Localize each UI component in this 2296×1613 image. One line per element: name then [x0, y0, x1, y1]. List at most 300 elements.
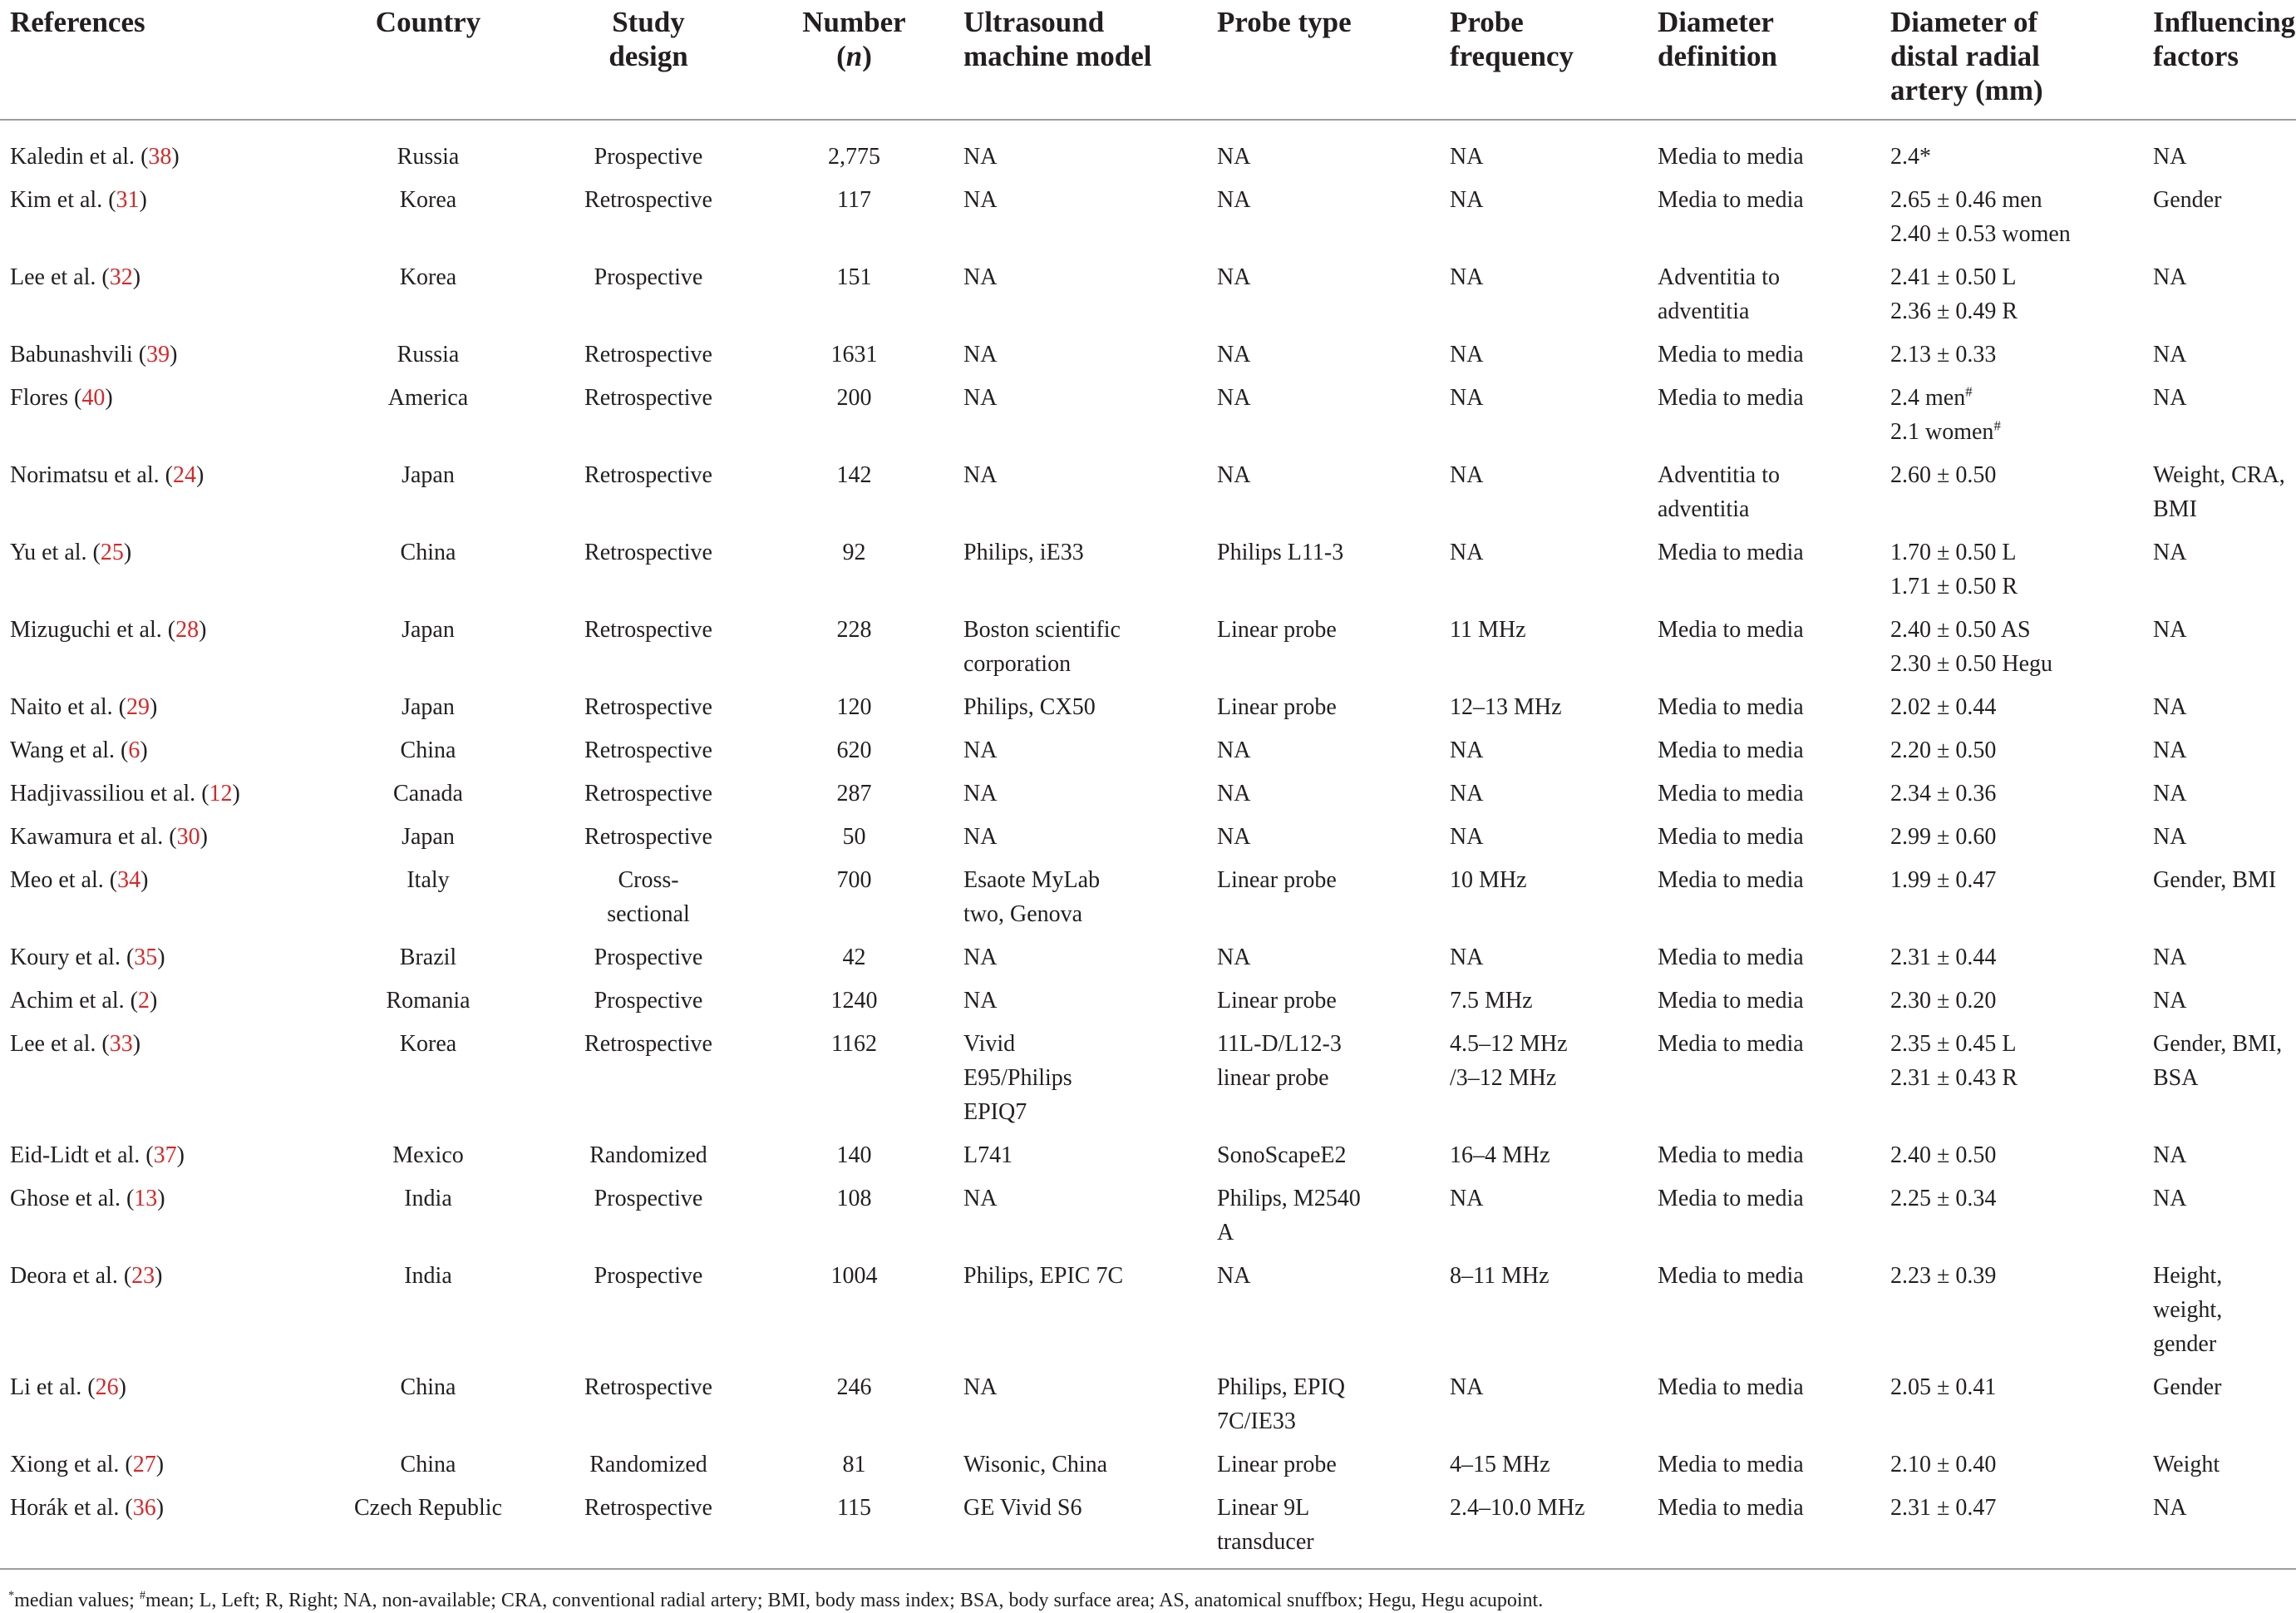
cell-country: Mexico: [392, 1142, 464, 1168]
cell-machine-model: NA: [963, 945, 998, 970]
cell-reference: Li et al. (26): [10, 1374, 126, 1400]
cell-influencing-factors: Gender: [2153, 1374, 2222, 1400]
cell-diameter-definition: Media to media: [1658, 737, 1804, 763]
author-name: Lee et al.: [10, 1031, 96, 1057]
cell-country: Brazil: [399, 945, 457, 970]
cell-diameter-definition: Media to media: [1658, 617, 1804, 643]
cell-probe-type: Linear probe: [1217, 1452, 1337, 1477]
cell-study-design: Prospective: [594, 945, 703, 970]
cell-influencing-factors: Weight, CRA, BMI: [2153, 462, 2285, 522]
cell-number: 115: [837, 1495, 871, 1521]
cell-diameter-definition: Media to media: [1658, 1495, 1804, 1521]
cell-probe-type: Linear probe: [1217, 694, 1337, 720]
cell-machine-model: NA: [963, 385, 998, 411]
cell-study-design: Retrospective: [584, 1495, 712, 1521]
author-name: Horák et al.: [10, 1495, 120, 1521]
cell-diameter: [1879, 381, 2153, 458]
table-row: [0, 381, 2296, 458]
table-row: [0, 613, 2296, 690]
citation-link[interactable]: 2: [137, 988, 150, 1014]
cell-number: 1631: [830, 342, 878, 367]
cell-diameter-definition: Adventitia to adventitia: [1658, 264, 1780, 324]
cell-machine-model: NA: [963, 781, 998, 806]
table-row: [0, 183, 2296, 260]
cell-study-design: Randomized: [589, 1142, 707, 1168]
table-row: [0, 458, 2296, 535]
cell-country: Russia: [397, 144, 460, 170]
cell-diameter-definition: Media to media: [1658, 1374, 1804, 1400]
cell-study-design: Retrospective: [584, 342, 712, 367]
diameter-men: 2.4 men: [1890, 385, 1966, 411]
cell-machine-model: Boston scientific corporation: [963, 617, 1121, 677]
cell-country: Czech Republic: [353, 1495, 503, 1521]
cell-number: 117: [837, 187, 871, 213]
cell-diameter-definition: Media to media: [1658, 540, 1804, 565]
author-name: Wang et al.: [10, 737, 116, 763]
citation-link[interactable]: 30: [176, 824, 200, 850]
header-diameter: Diameter of distal radial artery (mm): [1879, 0, 2153, 120]
cell-country: Japan: [402, 824, 455, 850]
cell-number: 287: [836, 781, 872, 806]
author-name: Naito et al.: [10, 694, 113, 720]
cell-study-design: Retrospective: [584, 781, 712, 806]
table-row: [0, 1491, 2296, 1569]
cell-diameter: 2.02 ± 0.44: [1890, 694, 1997, 720]
cell-probe-frequency: 16–4 MHz: [1450, 1142, 1550, 1168]
cell-number: 700: [836, 867, 872, 893]
citation-link[interactable]: 37: [153, 1142, 177, 1168]
cell-reference: Lee et al. (32): [10, 264, 141, 290]
citation-link[interactable]: 27: [132, 1452, 156, 1477]
cell-number: 2,775: [828, 144, 880, 170]
cell-machine-model: NA: [963, 824, 998, 850]
cell-country: America: [387, 385, 469, 411]
header-diameter-definition: Diameter definition: [1646, 0, 1879, 120]
citation-link[interactable]: 6: [128, 737, 140, 763]
cell-probe-frequency: 8–11 MHz: [1450, 1263, 1550, 1289]
citation-link[interactable]: 32: [109, 264, 133, 290]
table-footnote: *median values; #mean; L, Left; R, Right; NA, non-available; CRA, conventional radial artery; BMI, body mass index; BSA, body surface area; AS, anatomical snuffbox; Hegu, Hegu acupoint.: [0, 1569, 2296, 1613]
cell-influencing-factors: NA: [2153, 540, 2187, 565]
cell-diameter: 2.60 ± 0.50: [1890, 462, 1997, 488]
table-row: [0, 984, 2296, 1027]
cell-probe-frequency: 2.4–10.0 MHz: [1450, 1495, 1585, 1521]
cell-probe-type: NA: [1217, 781, 1251, 806]
cell-probe-type: Linear 9L transducer: [1217, 1495, 1314, 1555]
cell-probe-frequency: NA: [1450, 781, 1484, 806]
cell-diameter-definition: Media to media: [1658, 1452, 1804, 1477]
cell-study-design: Retrospective: [584, 462, 712, 488]
cell-probe-frequency: NA: [1450, 945, 1484, 970]
cell-reference: Horák et al. (36): [10, 1495, 165, 1521]
cell-diameter: 2.31 ± 0.47: [1890, 1495, 1997, 1521]
cell-study-design: Prospective: [594, 144, 703, 170]
cell-machine-model: NA: [963, 342, 998, 367]
citation-link[interactable]: 33: [109, 1031, 133, 1057]
cell-study-design: Retrospective: [584, 187, 712, 213]
cell-diameter: 2.10 ± 0.40: [1890, 1452, 1997, 1477]
cell-country: Russia: [397, 342, 460, 367]
cell-influencing-factors: Weight: [2153, 1452, 2220, 1477]
header-influencing-factors: Influencing factors: [2153, 0, 2296, 120]
cell-diameter: 2.35 ± 0.45 L 2.31 ± 0.43 R: [1890, 1031, 2018, 1091]
cell-machine-model: NA: [963, 1374, 998, 1400]
cell-diameter: 2.23 ± 0.39: [1890, 1263, 1997, 1289]
cell-diameter: 2.65 ± 0.46 men 2.40 ± 0.53 women: [1890, 187, 2071, 247]
cell-machine-model: Wisonic, China: [963, 1452, 1108, 1477]
table-row: [0, 820, 2296, 863]
cell-study-design: Prospective: [594, 1263, 703, 1289]
cell-influencing-factors: NA: [2153, 385, 2187, 411]
author-name: Deora et al.: [10, 1263, 118, 1289]
cell-probe-type: Philips L11-3: [1217, 540, 1344, 565]
cell-machine-model: NA: [963, 988, 998, 1014]
table-row: [0, 690, 2296, 733]
citation-link[interactable]: 12: [209, 781, 233, 806]
cell-diameter: 1.99 ± 0.47: [1890, 867, 1997, 893]
cell-diameter: 2.25 ± 0.34: [1890, 1186, 1997, 1211]
cell-probe-frequency: 4–15 MHz: [1450, 1452, 1550, 1477]
table-row: [0, 1259, 2296, 1370]
cell-reference: Hadjivassiliou et al. (12): [10, 781, 240, 806]
footnote-row: [0, 1569, 2296, 1613]
cell-probe-type: NA: [1217, 945, 1251, 970]
cell-influencing-factors: Gender: [2153, 187, 2222, 213]
cell-country: Korea: [399, 1031, 457, 1057]
cell-diameter-definition: Media to media: [1658, 824, 1804, 850]
cell-diameter-definition: Media to media: [1658, 1031, 1804, 1057]
cell-diameter: 2.40 ± 0.50 AS 2.30 ± 0.50 Hegu: [1890, 617, 2053, 677]
cell-probe-frequency: 12–13 MHz: [1450, 694, 1562, 720]
author-name: Li et al.: [10, 1374, 82, 1400]
cell-influencing-factors: Height, weight, gender: [2153, 1263, 2223, 1357]
cell-study-design: Prospective: [594, 1186, 703, 1211]
cell-probe-type: Linear probe: [1217, 617, 1337, 643]
cell-diameter: 2.05 ± 0.41: [1890, 1374, 1997, 1400]
mean-mark: #: [1965, 383, 1973, 400]
citation-link[interactable]: 34: [117, 867, 141, 893]
cell-country: China: [400, 1374, 456, 1400]
cell-study-design: Retrospective: [584, 737, 712, 763]
cell-influencing-factors: NA: [2153, 945, 2187, 970]
cell-machine-model: NA: [963, 264, 998, 290]
cell-probe-frequency: 7.5 MHz: [1450, 988, 1533, 1014]
cell-country: Italy: [406, 867, 450, 893]
cell-probe-frequency: 4.5–12 MHz /3–12 MHz: [1450, 1031, 1568, 1091]
header-references: References: [0, 0, 316, 120]
cell-probe-frequency: 10 MHz: [1450, 867, 1527, 893]
citation-link[interactable]: 24: [172, 462, 196, 488]
cell-reference: Norimatsu et al. (24): [10, 462, 204, 488]
cell-study-design: Retrospective: [584, 824, 712, 850]
cell-influencing-factors: NA: [2153, 781, 2187, 806]
cell-study-design: Retrospective: [584, 1031, 712, 1057]
cell-country: Canada: [393, 781, 463, 806]
cell-influencing-factors: NA: [2153, 144, 2187, 170]
table-row: [0, 260, 2296, 338]
cell-number: 140: [836, 1142, 872, 1168]
cell-study-design: Randomized: [589, 1452, 707, 1477]
cell-number: 1004: [830, 1263, 878, 1289]
citation-link[interactable]: 35: [134, 945, 158, 970]
citation-link[interactable]: 28: [175, 617, 200, 643]
cell-diameter: 2.34 ± 0.36: [1890, 781, 1997, 806]
header-probe-type: Probe type: [1205, 0, 1438, 120]
cell-probe-frequency: NA: [1450, 737, 1484, 763]
cell-diameter: 2.40 ± 0.50: [1890, 1142, 1997, 1168]
cell-machine-model: NA: [963, 187, 998, 213]
author-name: Hadjivassiliou et al.: [10, 781, 196, 806]
cell-country: China: [400, 1452, 456, 1477]
author-name: Eid-Lidt et al.: [10, 1142, 140, 1168]
cell-influencing-factors: Gender, BMI: [2153, 867, 2277, 893]
cell-country: Romania: [386, 988, 471, 1014]
cell-study-design: Retrospective: [584, 617, 712, 643]
cell-reference: Deora et al. (23): [10, 1263, 163, 1289]
author-name: Flores: [10, 385, 68, 411]
cell-reference: Yu et al. (25): [10, 540, 132, 565]
cell-reference: Eid-Lidt et al. (37): [10, 1142, 185, 1168]
cell-country: India: [404, 1263, 452, 1289]
cell-probe-frequency: NA: [1450, 1186, 1484, 1211]
cell-reference: Naito et al. (29): [10, 694, 158, 720]
cell-diameter-definition: Media to media: [1658, 867, 1804, 893]
table-row: [0, 940, 2296, 984]
cell-number: 1240: [830, 988, 878, 1014]
cell-number: 42: [842, 945, 866, 970]
cell-diameter-definition: Media to media: [1658, 187, 1804, 213]
author-name: Yu et al.: [10, 540, 87, 565]
cell-number: 200: [836, 385, 872, 411]
cell-machine-model: NA: [963, 144, 998, 170]
cell-study-design: Retrospective: [584, 694, 712, 720]
header-country: Country: [316, 0, 540, 120]
cell-probe-frequency: NA: [1450, 1374, 1484, 1400]
cell-reference: Wang et al. (6): [10, 737, 148, 763]
table-row: [0, 1027, 2296, 1138]
cell-machine-model: Philips, EPIC 7C: [963, 1263, 1124, 1289]
author-name: Ghose et al.: [10, 1186, 121, 1211]
cell-machine-model: NA: [963, 737, 998, 763]
cell-diameter-definition: Media to media: [1658, 988, 1804, 1014]
cell-machine-model: Vivid E95/Philips EPIQ7: [963, 1031, 1072, 1125]
author-name: Kawamura et al.: [10, 824, 164, 850]
cell-reference: Flores (40): [10, 385, 113, 411]
header-number: Number (n): [756, 0, 952, 120]
cell-number: 50: [842, 824, 866, 850]
cell-machine-model: GE Vivid S6: [963, 1495, 1082, 1521]
author-name: Koury et al.: [10, 945, 121, 970]
author-name: Xiong et al.: [10, 1452, 120, 1477]
cell-diameter: 1.70 ± 0.50 L 1.71 ± 0.50 R: [1890, 540, 2018, 599]
cell-machine-model: Philips, CX50: [963, 694, 1096, 720]
cell-reference: Kim et al. (31): [10, 187, 147, 213]
cell-number: 92: [842, 540, 866, 565]
author-name: Babunashvili: [10, 342, 133, 367]
cell-diameter-definition: Media to media: [1658, 694, 1804, 720]
cell-probe-frequency: NA: [1450, 462, 1484, 488]
cell-study-design: Cross- sectional: [607, 867, 690, 927]
citation-link[interactable]: 29: [126, 694, 150, 720]
citation-link[interactable]: 26: [95, 1374, 119, 1400]
cell-country: Korea: [399, 264, 457, 290]
citation-link[interactable]: 13: [134, 1186, 158, 1211]
cell-probe-type: Linear probe: [1217, 867, 1337, 893]
cell-probe-type: Philips, M2540 A: [1217, 1186, 1361, 1246]
cell-reference: Meo et al. (34): [10, 867, 149, 893]
cell-influencing-factors: NA: [2153, 1142, 2187, 1168]
cell-diameter-definition: Media to media: [1658, 781, 1804, 806]
header-machine-model: Ultrasound machine model: [952, 0, 1205, 120]
table-row: [0, 1181, 2296, 1259]
cell-number: 151: [836, 264, 872, 290]
citation-link[interactable]: 25: [100, 540, 124, 565]
cell-diameter-definition: Media to media: [1658, 1142, 1804, 1168]
cell-reference: Kawamura et al. (30): [10, 824, 208, 850]
cell-probe-frequency: NA: [1450, 144, 1484, 170]
cell-machine-model: Philips, iE33: [963, 540, 1084, 565]
header-row: [0, 0, 2296, 120]
cell-influencing-factors: NA: [2153, 342, 2187, 367]
cell-probe-type: NA: [1217, 264, 1251, 290]
cell-study-design: Retrospective: [584, 540, 712, 565]
citation-link[interactable]: 39: [146, 342, 170, 367]
cell-number: 228: [836, 617, 872, 643]
cell-reference: Kaledin et al. (38): [10, 144, 180, 170]
cell-reference: Babunashvili (39): [10, 342, 178, 367]
cell-probe-frequency: NA: [1450, 540, 1484, 565]
table-row: [0, 1448, 2296, 1491]
table-row: [0, 120, 2296, 183]
cell-diameter: 2.99 ± 0.60: [1890, 824, 1997, 850]
diameter-women: 2.1 women: [1890, 419, 1994, 445]
cell-probe-type: NA: [1217, 462, 1251, 488]
cell-diameter: 2.13 ± 0.33: [1890, 342, 1997, 367]
cell-probe-type: NA: [1217, 187, 1251, 213]
cell-probe-frequency: NA: [1450, 824, 1484, 850]
author-name: Meo et al.: [10, 867, 104, 893]
cell-diameter-definition: Media to media: [1658, 342, 1804, 367]
cell-probe-type: 11L-D/L12-3 linear probe: [1217, 1031, 1342, 1091]
citation-link[interactable]: 38: [148, 144, 172, 170]
cell-probe-type: Philips, EPIQ 7C/IE33: [1217, 1374, 1346, 1434]
mean-mark: #: [1993, 417, 2001, 434]
cell-influencing-factors: NA: [2153, 694, 2187, 720]
author-name: Norimatsu et al.: [10, 462, 160, 488]
cell-probe-frequency: 11 MHz: [1450, 617, 1526, 643]
cell-country: China: [400, 737, 456, 763]
cell-country: Korea: [399, 187, 457, 213]
cell-reference: Ghose et al. (13): [10, 1186, 165, 1211]
citation-link[interactable]: 36: [132, 1495, 156, 1521]
cell-study-design: Retrospective: [584, 1374, 712, 1400]
citation-link[interactable]: 31: [116, 187, 140, 213]
table-row: [0, 863, 2296, 940]
cell-study-design: Prospective: [594, 988, 703, 1014]
cell-study-design: Prospective: [594, 264, 703, 290]
table-row: [0, 535, 2296, 613]
cell-influencing-factors: NA: [2153, 1495, 2187, 1521]
cell-reference: Lee et al. (33): [10, 1031, 141, 1057]
cell-probe-type: NA: [1217, 385, 1251, 411]
cell-influencing-factors: NA: [2153, 1186, 2187, 1211]
cell-influencing-factors: NA: [2153, 988, 2187, 1014]
cell-diameter-definition: Media to media: [1658, 385, 1804, 411]
cell-diameter: 2.4*: [1890, 144, 1931, 170]
cell-influencing-factors: NA: [2153, 264, 2187, 290]
cell-reference: Koury et al. (35): [10, 945, 165, 970]
cell-number: 620: [836, 737, 872, 763]
cell-machine-model: NA: [963, 1186, 998, 1211]
cell-probe-frequency: NA: [1450, 264, 1484, 290]
cell-probe-type: Linear probe: [1217, 988, 1337, 1014]
cell-diameter: 2.30 ± 0.20: [1890, 988, 1997, 1014]
cell-number: 81: [842, 1452, 866, 1477]
table-row: [0, 1370, 2296, 1448]
cell-probe-type: NA: [1217, 1263, 1251, 1289]
cell-reference: Achim et al. (2): [10, 988, 158, 1014]
cell-reference: Xiong et al. (27): [10, 1452, 165, 1477]
cell-number: 108: [836, 1186, 872, 1211]
cell-machine-model: Esaote MyLab two, Genova: [963, 867, 1101, 927]
cell-probe-type: NA: [1217, 144, 1251, 170]
author-name: Achim et al.: [10, 988, 125, 1014]
cell-probe-frequency: NA: [1450, 342, 1484, 367]
cell-diameter-definition: Media to media: [1658, 945, 1804, 970]
cell-country: India: [404, 1186, 452, 1211]
header-probe-frequency: Probe frequency: [1438, 0, 1646, 120]
table-row: [0, 733, 2296, 777]
cell-probe-type: SonoScapeE2: [1217, 1142, 1347, 1168]
cell-diameter: 2.20 ± 0.50: [1890, 737, 1997, 763]
cell-study-design: Retrospective: [584, 385, 712, 411]
cell-probe-type: NA: [1217, 342, 1251, 367]
cell-diameter-definition: Media to media: [1658, 144, 1804, 170]
cell-influencing-factors: Gender, BMI, BSA: [2153, 1031, 2283, 1091]
cell-reference: Mizuguchi et al. (28): [10, 617, 207, 643]
author-name: Lee et al.: [10, 264, 96, 290]
cell-machine-model: L741: [963, 1142, 1013, 1168]
cell-number: 120: [836, 694, 872, 720]
citation-link[interactable]: 23: [131, 1263, 155, 1289]
cell-number: 246: [836, 1374, 872, 1400]
cell-machine-model: NA: [963, 462, 998, 488]
author-name: Mizuguchi et al.: [10, 617, 162, 643]
cell-influencing-factors: NA: [2153, 824, 2187, 850]
cell-probe-frequency: NA: [1450, 187, 1484, 213]
cell-country: Japan: [402, 462, 455, 488]
cell-probe-type: NA: [1217, 824, 1251, 850]
table-row: [0, 338, 2296, 381]
table-body: [0, 120, 2296, 1569]
cell-influencing-factors: NA: [2153, 737, 2187, 763]
header-study-design: Study design: [540, 0, 756, 120]
cell-diameter: 2.41 ± 0.50 L 2.36 ± 0.49 R: [1890, 264, 2018, 324]
citation-link[interactable]: 40: [81, 385, 106, 411]
cell-number: 1162: [831, 1031, 877, 1057]
author-name: Kaledin et al.: [10, 144, 135, 170]
cell-diameter: 2.31 ± 0.44: [1890, 945, 1997, 970]
cell-country: Japan: [402, 694, 455, 720]
cell-number: 142: [836, 462, 872, 488]
cell-country: China: [400, 540, 456, 565]
table-row: [0, 1138, 2296, 1181]
cell-probe-frequency: NA: [1450, 385, 1484, 411]
cell-influencing-factors: NA: [2153, 617, 2187, 643]
cell-probe-type: NA: [1217, 737, 1251, 763]
cell-country: Japan: [402, 617, 455, 643]
cell-diameter-definition: Adventitia to adventitia: [1658, 462, 1780, 522]
